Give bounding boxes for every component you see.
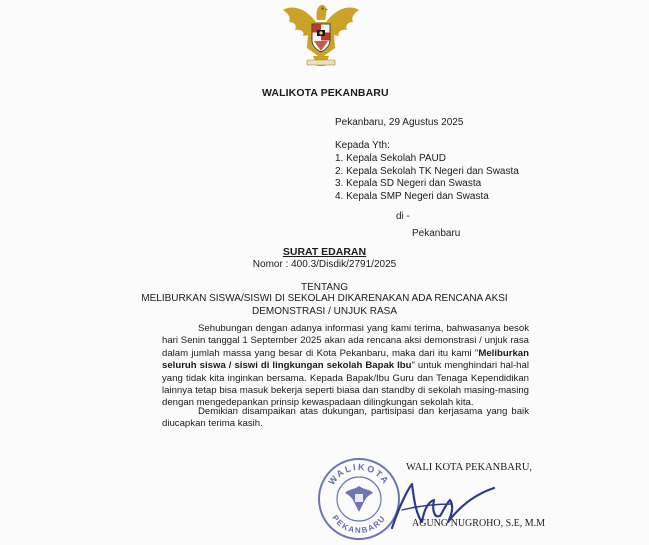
letter-date: Pekanbaru, 29 Agustus 2025 (335, 117, 464, 128)
signer-title: WALI KOTA PEKANBARU, (406, 462, 533, 473)
body-paragraph-2: Demikian disampaikan atas dukungan, partisipasi dan kerjasama yang baik diucapkan terima kasih. (162, 406, 529, 430)
addressee-at-label: di - (396, 211, 410, 222)
addressee-list (335, 153, 519, 203)
addressee-item: 3. Kepala SD Negeri dan Swasta (335, 178, 482, 190)
addressee-heading: Kepada Yth: (335, 140, 390, 151)
garuda-emblem-icon (281, 0, 361, 68)
about-label: TENTANG (300, 282, 349, 293)
seal-text-top: WALIKOTA (326, 461, 392, 487)
body-emphasis: Meliburkan seluruh siswa / siswi di lingkungan sekolah Bapak Ibu (162, 347, 529, 372)
seal-text-bottom: PEKANBARU (330, 513, 388, 536)
addressee-item: 1. Kepala Sekolah PAUD (335, 153, 446, 164)
addressee-place: Pekanbaru (412, 228, 461, 239)
subject-line: DEMONSTRASI / UNJUK RASA (251, 305, 398, 317)
document-subject (120, 293, 529, 318)
subject-line: MELIBURKAN SISWA/SISWI DI SEKOLAH DIKARENAKAN ADA RENCANA AKSI (141, 293, 508, 304)
handwritten-signature-icon (378, 470, 498, 540)
body-paragraph-1 (162, 323, 529, 410)
signer-name: AGUNG NUGROHO, S.E, M.M (412, 518, 546, 529)
body-text: " untuk menghindari hal-hal yang tidak kita inginkan bersama. Kepada Bapak/Ibu Guru dan Tenaga Kependidikan lainnya tetap bisa masuk bekerja seperti biasa dan standby di sekolah masing-masing dengan mengedepankan prinsip kewaspadaan dilingkungan sekolah kita. (162, 360, 529, 409)
letterhead-sender: WALIKOTA PEKANBARU (262, 87, 389, 99)
body-text: Sehubungan dengan adanya informasi yang kami terima, bahwasanya besok hari Senin tanggal 1 September 2025 akan ada rencana aksi demonstrasi / unjuk rasa dalam jumlah massa yang besar di Kota Pekanbaru, maka dari itu kami " (162, 323, 529, 359)
addressee-item: 2. Kepala Sekolah TK Negeri dan Swasta (335, 165, 519, 177)
addressee-item: 4. Kepala SMP Negeri dan Swasta (335, 190, 489, 202)
document-number: Nomor : 400.3/Disdik/2791/2025 (252, 259, 397, 270)
document-title: SURAT EDARAN (282, 246, 367, 258)
